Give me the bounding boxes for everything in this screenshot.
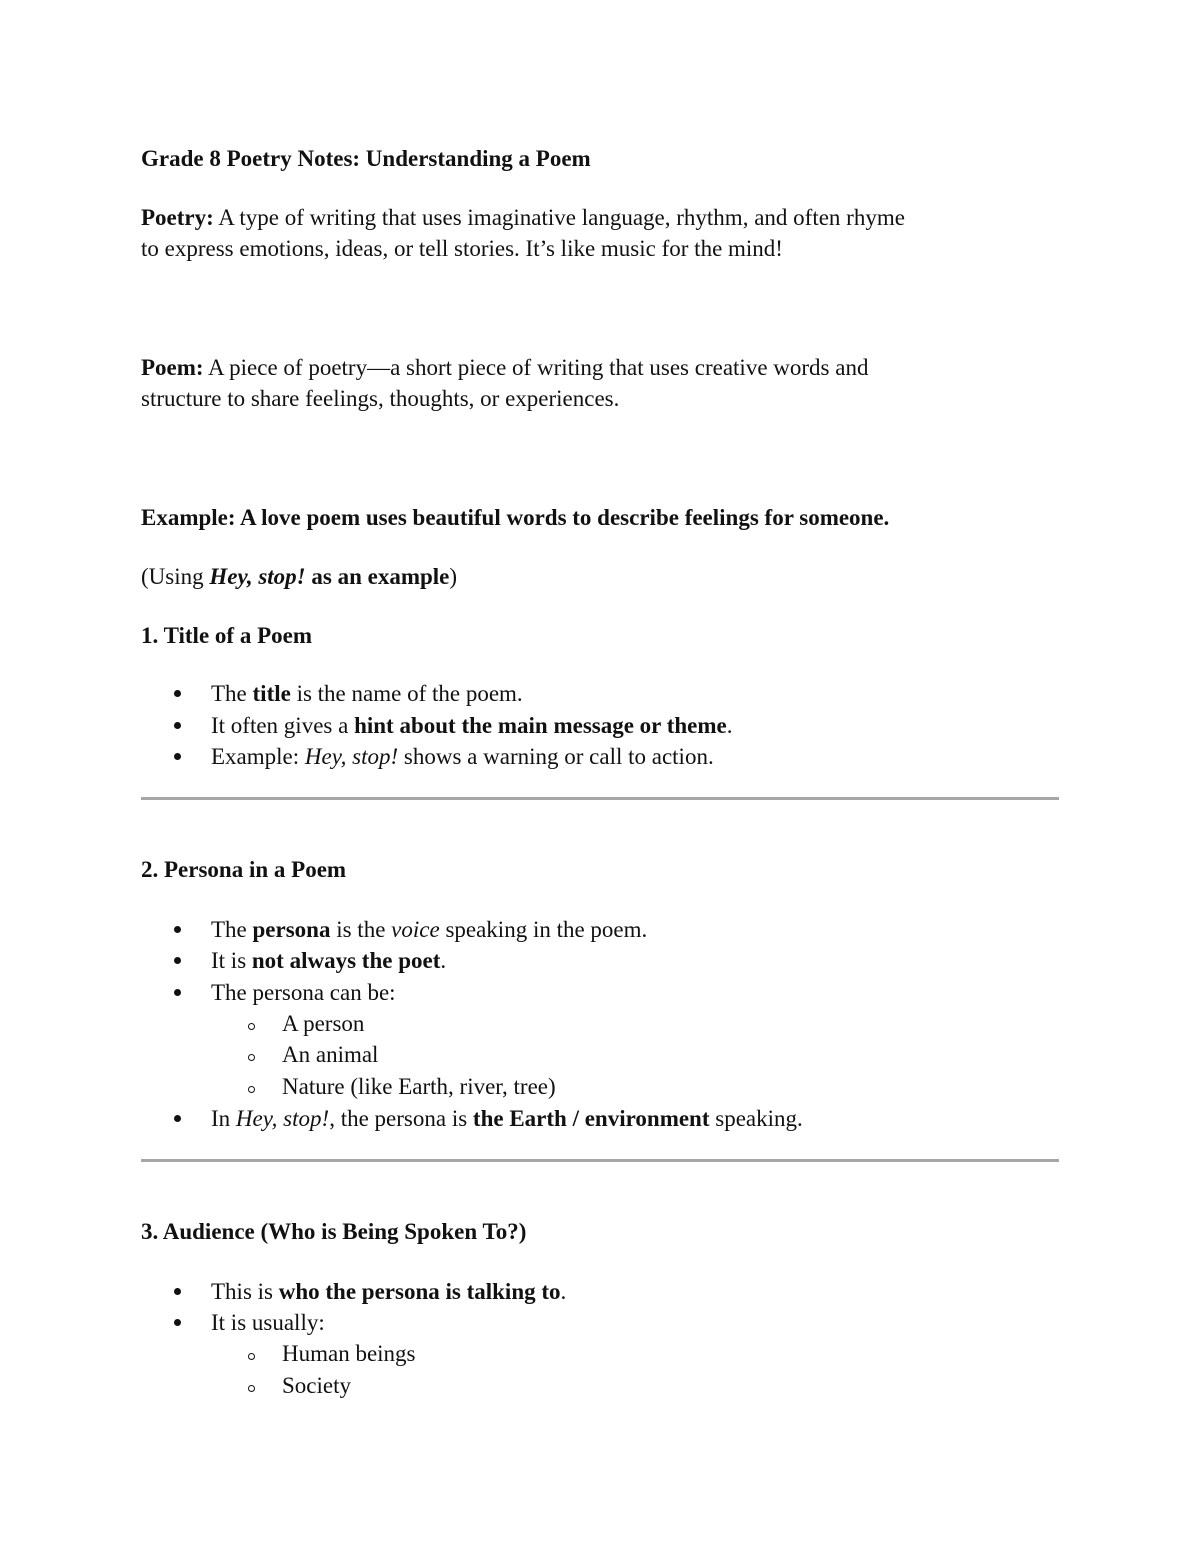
poem-definition-text: A piece of poetry—a short piece of writing that uses creative words and bbox=[203, 355, 869, 380]
using-open: (Using bbox=[141, 564, 210, 589]
sub-bullet-icon bbox=[248, 1054, 255, 1061]
poetry-definition-text: A type of writing that uses imaginative language, rhythm, and often rhyme bbox=[213, 205, 905, 230]
sub-bullet-icon bbox=[248, 1385, 255, 1392]
poem-definition-line2: structure to share feelings, thoughts, or experiences. bbox=[141, 386, 620, 411]
section2-bullet2: It is not always the poet. bbox=[211, 948, 447, 973]
section2-sub3: Nature (like Earth, river, tree) bbox=[282, 1074, 556, 1099]
using-rest: as an example bbox=[305, 564, 450, 589]
section2-bullet4: In Hey, stop!, the persona is the Earth / environment speaking. bbox=[211, 1106, 803, 1131]
section1-bullet2: It often gives a hint about the main message or theme. bbox=[211, 713, 733, 738]
section2-bullet1: The persona is the voice speaking in the poem. bbox=[211, 917, 648, 942]
bullet-icon bbox=[174, 926, 181, 933]
poem-term: Poem: bbox=[141, 355, 204, 380]
using-poem-title: Hey, stop! bbox=[209, 564, 306, 589]
section2-bullet3: The persona can be: bbox=[211, 980, 396, 1005]
horizontal-rule bbox=[141, 797, 1059, 800]
section1-heading: 1. Title of a Poem bbox=[141, 623, 312, 648]
using-example-line bbox=[141, 561, 457, 592]
section3-sub2: Society bbox=[282, 1373, 351, 1398]
section1-bullet3: Example: Hey, stop! shows a warning or call to action. bbox=[211, 744, 714, 769]
bullet-icon bbox=[174, 1115, 181, 1122]
bullet-icon bbox=[174, 722, 181, 729]
section2-sub2: An animal bbox=[282, 1042, 379, 1067]
section3-bullet1: This is who the persona is talking to. bbox=[211, 1279, 567, 1304]
section2-heading: 2. Persona in a Poem bbox=[141, 857, 347, 882]
bullet-icon bbox=[174, 1319, 181, 1326]
document-title: Grade 8 Poetry Notes: Understanding a Poem bbox=[141, 146, 591, 171]
section2-sub1: A person bbox=[282, 1011, 365, 1036]
poetry-term: Poetry: bbox=[141, 205, 214, 230]
poetry-definition-line2: to express emotions, ideas, or tell stories. It’s like music for the mind! bbox=[141, 236, 783, 261]
section3-heading: 3. Audience (Who is Being Spoken To?) bbox=[141, 1219, 527, 1244]
bullet-icon bbox=[174, 1288, 181, 1295]
sub-bullet-icon bbox=[248, 1086, 255, 1093]
bullet-icon bbox=[174, 957, 181, 964]
bullet-icon bbox=[174, 989, 181, 996]
example-line: Example: A love poem uses beautiful words to describe feelings for someone. bbox=[141, 505, 890, 530]
bullet-icon bbox=[174, 753, 181, 760]
poem-definition-line1 bbox=[141, 352, 868, 383]
using-close: ) bbox=[449, 564, 458, 589]
section1-bullet1: The title is the name of the poem. bbox=[211, 681, 523, 706]
bullet-icon bbox=[174, 690, 181, 697]
sub-bullet-icon bbox=[248, 1023, 255, 1030]
sub-bullet-icon bbox=[248, 1353, 255, 1360]
poetry-definition-line1 bbox=[141, 202, 905, 233]
horizontal-rule bbox=[141, 1159, 1059, 1162]
section3-sub1: Human beings bbox=[282, 1341, 416, 1366]
section3-bullet2: It is usually: bbox=[211, 1310, 325, 1335]
